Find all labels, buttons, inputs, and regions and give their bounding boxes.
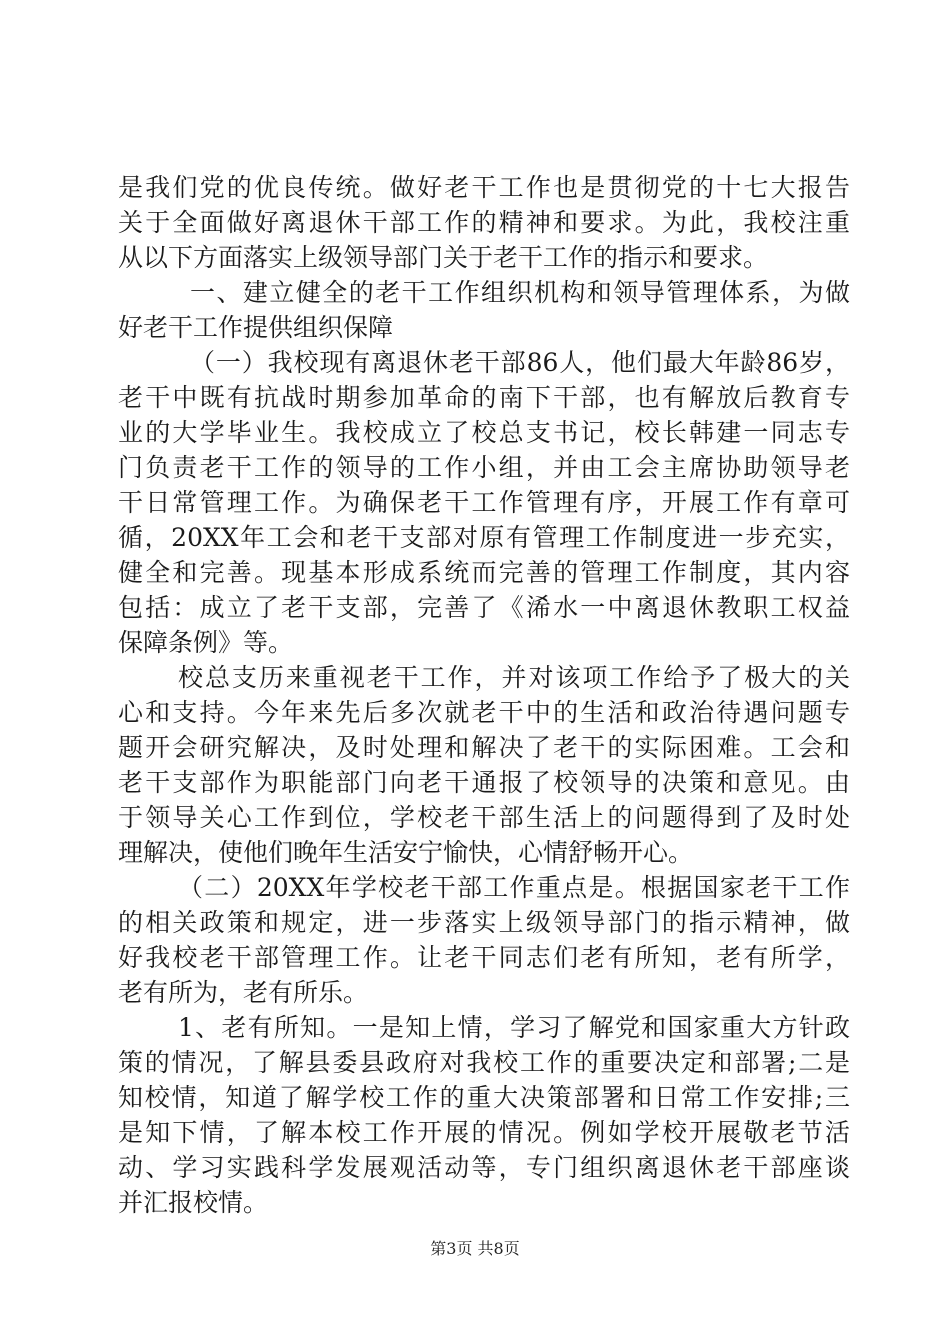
text-line: 健全和完善。现基本形成系统而完善的管理工作制度，其内容 [118, 558, 850, 587]
text-line: 老干中既有抗战时期参加革命的南下干部，也有解放后教育专 [118, 383, 850, 412]
text-line: 从以下方面落实上级领导部门关于老干工作的指示和要求。 [118, 243, 769, 272]
text-line: 业的大学毕业生。我校成立了校总支书记，校长韩建一同志专 [118, 418, 850, 447]
text-line: 策的情况，了解县委县政府对我校工作的重要决定和部署;二是 [118, 1048, 850, 1077]
text-line: 门负责老干工作的领导的工作小组，并由工会主席协助领导老 [118, 453, 850, 482]
text-line: 保障条例》等。 [118, 628, 294, 657]
text-line: 1、老有所知。一是知上情，学习了解党和国家重大方针政 [178, 1013, 850, 1042]
section-heading-line: 好老干工作提供组织保障 [118, 313, 394, 342]
text-line: 动、学习实践科学发展观活动等，专门组织离退休老干部座谈 [118, 1153, 850, 1182]
page-footer: 第3页 共8页 [430, 1239, 520, 1258]
text-line: 于领导关心工作到位，学校老干部生活上的问题得到了及时处 [118, 803, 850, 832]
text-line: 老有所为，老有所乐。 [118, 978, 369, 1007]
text-line: 知校情，知道了解学校工作的重大决策部署和日常工作安排;三 [118, 1083, 850, 1112]
text-line: 并汇报校情。 [118, 1188, 269, 1217]
text-line: 的相关政策和规定，进一步落实上级领导部门的指示精神，做 [118, 908, 850, 937]
text-line: 题开会研究解决，及时处理和解决了老干的实际困难。工会和 [118, 733, 850, 762]
section-heading-line: 一、建立健全的老干工作组织机构和领导管理体系，为做 [190, 278, 850, 307]
text-line: 是知下情，了解本校工作开展的情况。例如学校开展敬老节活 [118, 1118, 850, 1147]
text-line: 关于全面做好离退休干部工作的精神和要求。为此，我校注重 [118, 208, 850, 237]
text-line: 是我们党的优良传统。做好老干工作也是贯彻党的十七大报告 [118, 173, 850, 202]
text-line: （一）我校现有离退休老干部86人，他们最大年龄86岁， [190, 348, 850, 377]
text-line: （二）20XX年学校老干部工作重点是。根据国家老干工作 [178, 873, 850, 902]
text-line: 循，20XX年工会和老干支部对原有管理工作制度进一步充实， [118, 523, 850, 552]
text-line: 好我校老干部管理工作。让老干同志们老有所知，老有所学， [118, 943, 850, 972]
text-line: 老干支部作为职能部门向老干通报了校领导的决策和意见。由 [118, 768, 850, 797]
text-line: 校总支历来重视老干工作，并对该项工作给予了极大的关 [178, 663, 850, 692]
text-line: 心和支持。今年来先后多次就老干中的生活和政治待遇问题专 [118, 698, 850, 727]
text-line: 干日常管理工作。为确保老干工作管理有序，开展工作有章可 [118, 488, 850, 517]
text-line: 包括：成立了老干支部，完善了《浠水一中离退休教职工权益 [118, 593, 850, 622]
text-line: 理解决，使他们晚年生活安宁愉快，心情舒畅开心。 [118, 838, 694, 867]
